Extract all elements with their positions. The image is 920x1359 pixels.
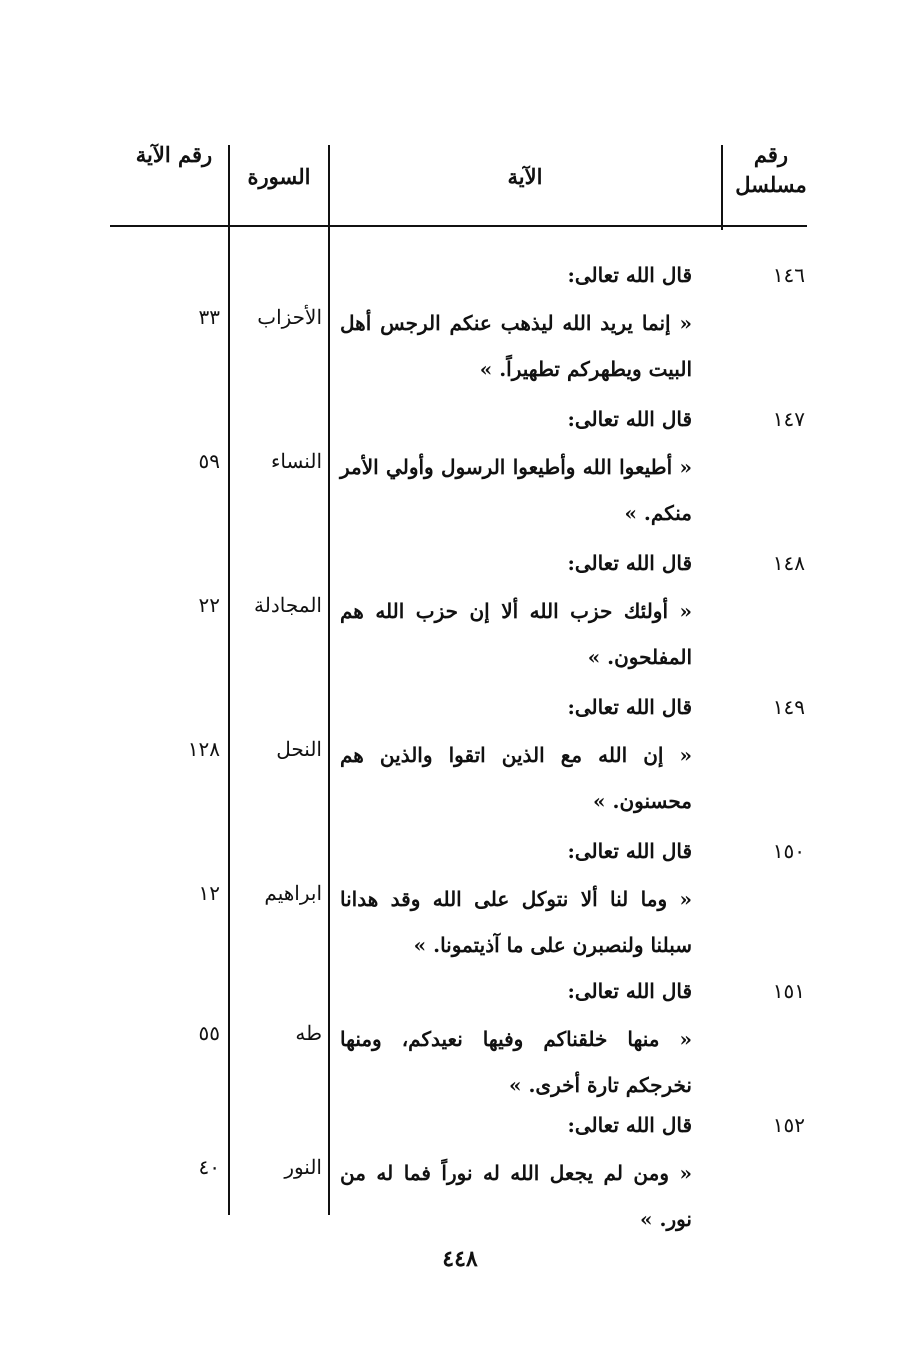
row-serial: ١٥١ xyxy=(772,979,805,1003)
surah-name: المجادلة xyxy=(254,593,322,617)
surah-name: النور xyxy=(284,1155,322,1179)
table-row xyxy=(0,690,920,830)
header-verse-number: رقم الآية xyxy=(135,142,213,167)
header-surah: السورة xyxy=(247,164,311,189)
verse-intro: قال الله تعالى: xyxy=(567,551,692,575)
verse-number: ١٢ xyxy=(198,881,220,905)
column-divider-serial xyxy=(721,145,723,230)
header-rule xyxy=(110,225,807,227)
verse-text: « ومن لم يجعل الله له نوراً فما له من نور. » xyxy=(340,1161,692,1231)
table-row xyxy=(0,546,920,686)
verse-intro: قال الله تعالى: xyxy=(567,407,692,431)
surah-name: طه xyxy=(295,1021,322,1045)
verse-text: « وما لنا ألا نتوكل على الله وقد هدانا سبلنا ولنصبرن على ما آذيتمونا. » xyxy=(340,887,692,957)
verse-number: ١٢٨ xyxy=(187,737,220,761)
header-verse: الآية xyxy=(507,164,543,189)
row-serial: ١٥٠ xyxy=(772,839,805,863)
surah-name: النساء xyxy=(270,449,322,473)
row-serial: ١٤٩ xyxy=(772,695,805,719)
verse-number: ٥٥ xyxy=(198,1021,220,1045)
verse-intro: قال الله تعالى: xyxy=(567,979,692,1003)
table-row xyxy=(0,258,920,398)
row-serial: ١٤٦ xyxy=(772,263,805,287)
table-row xyxy=(0,974,920,1114)
surah-name: ابراهيم xyxy=(264,881,322,905)
page-number: ٤٤٨ xyxy=(442,1246,478,1272)
verse-intro: قال الله تعالى: xyxy=(567,1113,692,1137)
verse-number: ٣٣ xyxy=(198,305,220,329)
verse-number: ٢٢ xyxy=(198,593,220,617)
header-serial-number: رقم مسلسل xyxy=(735,142,807,197)
row-serial: ١٤٨ xyxy=(772,551,805,575)
verse-text: « إنما يريد الله ليذهب عنكم الرجس أهل البيت ويطهركم تطهيراً. » xyxy=(340,311,692,381)
verse-text: « إن الله مع الذين اتقوا والذين هم محسنون. » xyxy=(340,743,692,813)
verse-intro: قال الله تعالى: xyxy=(567,263,692,287)
row-serial: ١٤٧ xyxy=(772,407,805,431)
verse-number: ٥٩ xyxy=(198,449,220,473)
verse-intro: قال الله تعالى: xyxy=(567,695,692,719)
verse-number: ٤٠ xyxy=(198,1155,220,1179)
table-row xyxy=(0,1108,920,1248)
table-row xyxy=(0,834,920,974)
table-row xyxy=(0,402,920,542)
verse-text: « منها خلقناكم وفيها نعيدكم، ومنها نخرجكم تارة أخرى. » xyxy=(340,1027,692,1097)
verse-intro: قال الله تعالى: xyxy=(567,839,692,863)
row-serial: ١٥٢ xyxy=(772,1113,805,1137)
surah-name: النحل xyxy=(276,737,322,761)
verse-text: « أطيعوا الله وأطيعوا الرسول وأولي الأمر منكم. » xyxy=(340,455,692,525)
verse-text: « أولئك حزب الله ألا إن حزب الله هم المفلحون. » xyxy=(340,599,692,669)
surah-name: الأحزاب xyxy=(257,305,322,329)
